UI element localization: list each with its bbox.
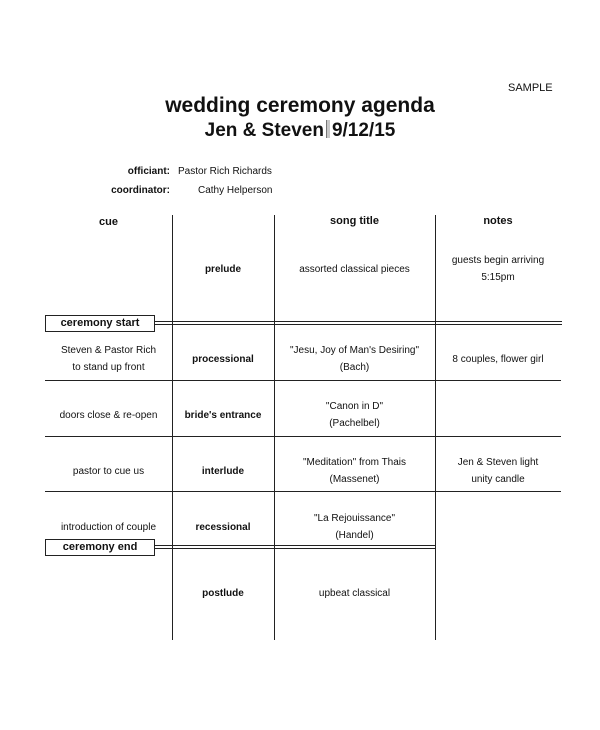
cell-text: guests begin arriving — [451, 255, 545, 266]
officiant-value: Pastor Rich Richards — [178, 166, 272, 177]
cell-text: doors close & re-open — [59, 409, 158, 421]
cell-text: to stand up front — [72, 362, 145, 373]
cell-text: "Jesu, Joy of Man's Desiring" — [289, 345, 420, 356]
cell-text: "La Rejouissance" — [313, 513, 396, 524]
cell-text: 8 couples, flower girl — [452, 353, 544, 365]
cell-song — [274, 390, 435, 440]
header-song-title: song title — [330, 215, 379, 227]
section-label-ceremony-end: ceremony end — [45, 539, 155, 556]
coordinator-label: coordinator: — [111, 185, 170, 196]
page-subtitle — [0, 120, 600, 142]
cell-text: Steven & Pastor Rich — [60, 345, 157, 356]
cell-song — [274, 568, 435, 618]
cell-segment — [172, 502, 274, 552]
cell-segment — [172, 568, 274, 618]
cell-text: interlude — [201, 465, 245, 477]
cell-cue — [45, 568, 172, 618]
cell-text: 5:15pm — [481, 272, 515, 283]
cell-text: (Pachelbel) — [329, 418, 380, 429]
cell-cue — [45, 446, 172, 496]
cell-text: prelude — [204, 263, 242, 275]
header-notes: notes — [483, 215, 513, 227]
cell-song — [274, 334, 435, 384]
cell-text: (Massenet) — [329, 474, 380, 485]
cell-text: bride's entrance — [184, 409, 262, 421]
cell-notes — [435, 244, 561, 294]
cell-text: "Meditation" from Thais — [302, 457, 407, 468]
section-line-top — [154, 321, 562, 322]
cell-text: (Bach) — [339, 362, 370, 373]
separator-bar — [326, 120, 330, 138]
cell-text: upbeat classical — [318, 587, 391, 599]
cell-song — [274, 502, 435, 552]
cell-segment — [172, 390, 274, 440]
cell-song — [274, 244, 435, 294]
header-cue: cue — [99, 216, 118, 228]
page-title: wedding ceremony agenda — [165, 94, 435, 117]
section-label-ceremony-start: ceremony start — [45, 315, 155, 332]
officiant-label: officiant: — [127, 166, 170, 177]
cell-cue — [45, 244, 172, 294]
cell-song — [274, 446, 435, 496]
cell-text: processional — [192, 353, 254, 365]
couple-names: Jen & Steven — [204, 120, 324, 141]
cell-notes — [435, 568, 561, 618]
cell-notes — [435, 334, 561, 384]
cell-segment — [172, 446, 274, 496]
cell-segment — [172, 334, 274, 384]
ceremony-date: 9/12/15 — [331, 120, 396, 141]
sample-label: SAMPLE — [508, 82, 553, 94]
cell-notes — [435, 502, 561, 552]
section-line-bottom — [154, 324, 562, 325]
cell-text: introduction of couple — [60, 521, 157, 533]
cell-text: unity candle — [471, 474, 525, 485]
cell-cue — [45, 390, 172, 440]
cell-text: (Handel) — [335, 530, 374, 541]
cell-segment — [172, 244, 274, 294]
cell-text: recessional — [195, 521, 251, 533]
coordinator-value: Cathy Helperson — [198, 185, 273, 196]
cell-cue — [45, 334, 172, 384]
cell-text: pastor to cue us — [72, 465, 145, 477]
cell-text: Jen & Steven light — [457, 457, 539, 468]
cell-text: postlude — [202, 587, 244, 599]
cell-text: assorted classical pieces — [299, 263, 410, 275]
cell-text: "Canon in D" — [325, 401, 384, 412]
cell-notes — [435, 446, 561, 496]
cell-notes — [435, 390, 561, 440]
cell-cue — [45, 502, 172, 552]
